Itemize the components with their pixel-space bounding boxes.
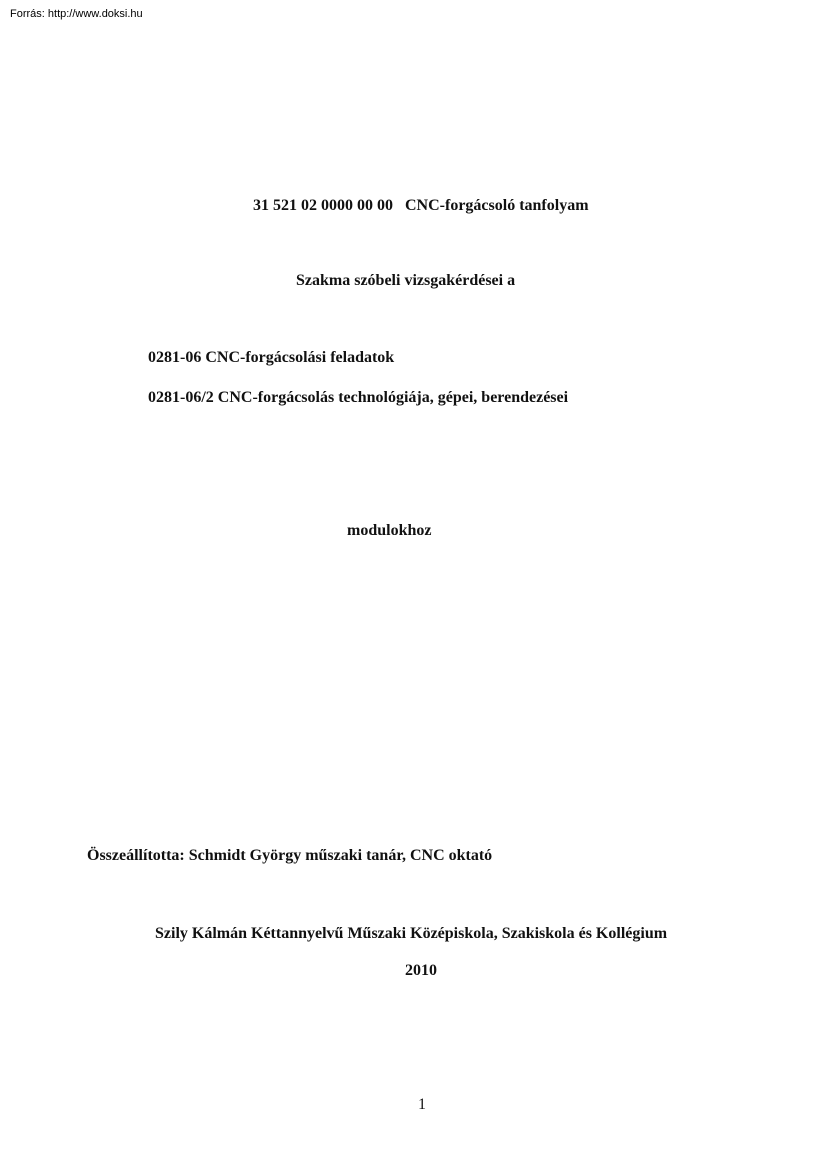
publication-year: 2010 [405, 962, 437, 979]
document-subtitle: Szakma szóbeli vizsgakérdései a [296, 272, 516, 289]
modules-suffix: modulokhoz [347, 522, 432, 539]
course-title: 31 521 02 0000 00 00 CNC-forgácsoló tanfolyam [253, 197, 589, 214]
source-url-header: Forrás: http://www.doksi.hu [10, 8, 143, 20]
institution-name: Szily Kálmán Kéttannyelvű Műszaki Középiskola, Szakiskola és Kollégium [155, 925, 668, 942]
module-line-2: 0281-06/2 CNC-forgácsolás technológiája, gépei, berendezései [148, 389, 569, 406]
module-line-1: 0281-06 CNC-forgácsolási feladatok [148, 349, 395, 366]
author-line: Összeállította: Schmidt György műszaki tanár, CNC oktató [87, 847, 493, 864]
page-number: 1 [418, 1096, 426, 1113]
